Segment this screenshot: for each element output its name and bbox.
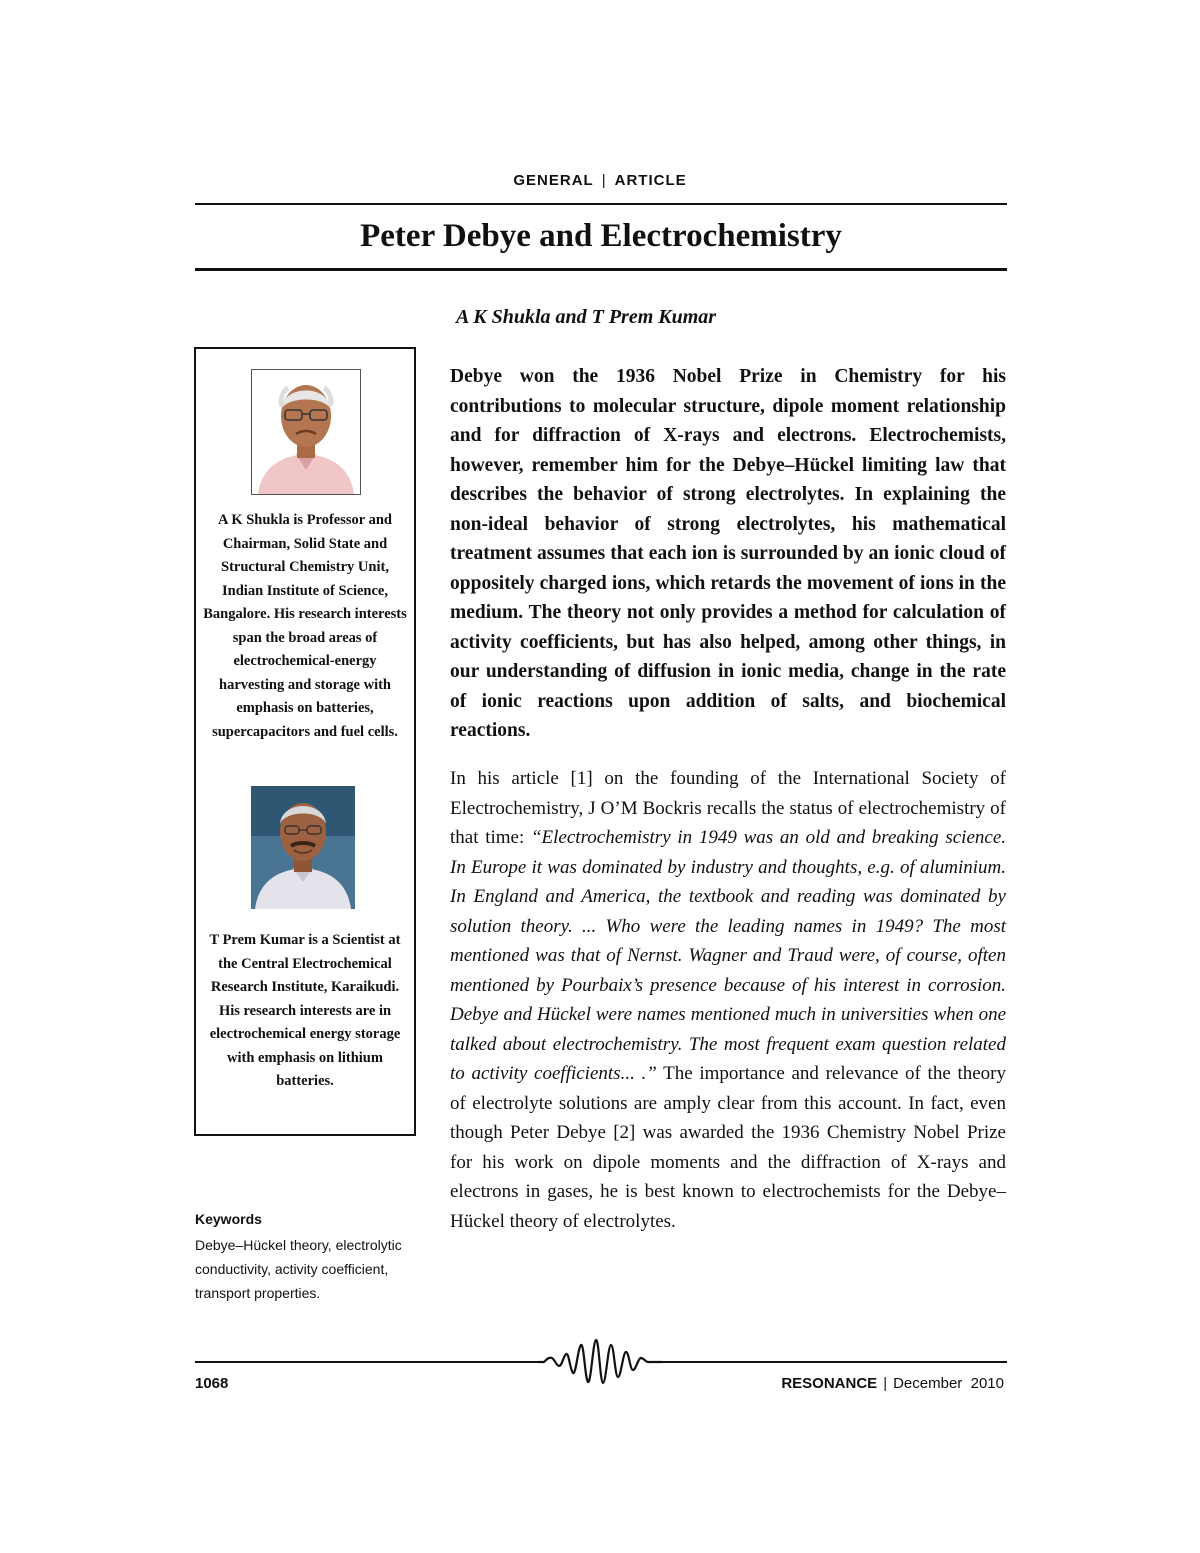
journal-info <box>781 1375 1004 1392</box>
keywords-heading: Keywords <box>195 1211 262 1227</box>
footer-rule-right <box>657 1361 1007 1363</box>
section-name: GENERAL <box>513 172 594 189</box>
body-intro: In his article [1] on the founding of the International Society of Electrochemistry, J O’M Bockris recalls the status of electrochemistry of that time: <box>450 768 1006 848</box>
bockris-quote: “Electrochemistry in 1949 was an old and breaking science. In Europe it was dominated by industry and thoughts, e.g. of aluminium. In England and America, the textbook and reading was dominated by solution theory. ... Who were the leading names in 1949? The most mentioned was that of Nernst. Wagner and Traud were, of course, often mentioned by Pourbaix’s presence because of his interest in corrosion. Debye and Hückel were names mentioned much in universities when one talked about electrochemistry. The most frequent exam question related to activity coefficients... .” <box>450 827 1006 1084</box>
article-body <box>450 764 1006 1236</box>
journal-issue: December 2010 <box>893 1375 1004 1392</box>
portrait-premkumar-icon <box>251 786 355 909</box>
portrait-shukla-icon <box>252 370 360 494</box>
author-photo-shukla <box>251 369 361 495</box>
title-bottom-rule <box>195 268 1007 271</box>
title-top-rule <box>195 203 1007 205</box>
resonance-wave-icon <box>538 1337 662 1387</box>
bio-premkumar: T Prem Kumar is a Scientist at the Central Electrochemical Research Institute, Karaikudi. His research interests are in electrochemical energy storage with emphasis on lithium batteries. <box>209 932 401 1089</box>
author-sidebar <box>194 347 416 1136</box>
section-separator: | <box>601 172 607 189</box>
page-number: 1068 <box>195 1375 229 1392</box>
section-label <box>0 172 1200 189</box>
article-authors: A K Shukla and T Prem Kumar <box>456 306 717 328</box>
article-type: ARTICLE <box>614 172 687 189</box>
article-abstract: Debye won the 1936 Nobel Prize in Chemistry for his contributions to molecular structure, dipole moment relationship and for diffraction of X-rays and electrons. Electrochemists, however, remember him for the Debye–Hückel limiting law that describes the behavior of strong electrolytes. In explaining the non-ideal behavior of strong electrolytes, his mathematical treatment assumes that each ion is surrounded by an ionic cloud of oppositely charged ions, which retards the movement of ions in the medium. The theory not only provides a method for calculation of activity coefficients, but has also helped, among other things, in our understanding of diffusion in ionic media, change in the rate of ionic reactions upon addition of salts, and biochemical reactions. <box>450 366 1006 741</box>
bio-shukla: A K Shukla is Professor and Chairman, Solid State and Structural Chemistry Unit, Indian Institute of Science, Bangalore. His research interests span the broad areas of electrochemical-energy harvesting and storage with emphasis on batteries, supercapacitors and fuel cells. <box>203 512 407 740</box>
journal-separator: | <box>883 1375 888 1392</box>
article-title: Peter Debye and Electrochemistry <box>360 218 842 254</box>
keywords-list: Debye–Hückel theory, electrolytic conductivity, activity coefficient, transport properties. <box>195 1237 402 1301</box>
author-photo-premkumar <box>251 786 355 909</box>
journal-name: RESONANCE <box>781 1375 878 1392</box>
footer-rule-left <box>195 1361 543 1363</box>
body-continuation: The importance and relevance of the theory of electrolyte solutions are amply clear from this account. In fact, even though Peter Debye [2] was awarded the 1936 Chemistry Nobel Prize for his work on dipole moments and the diffraction of X-rays and electrons in gases, he is best known to electrochemists for the Debye–Hückel theory of electrolytes. <box>450 1063 1006 1232</box>
